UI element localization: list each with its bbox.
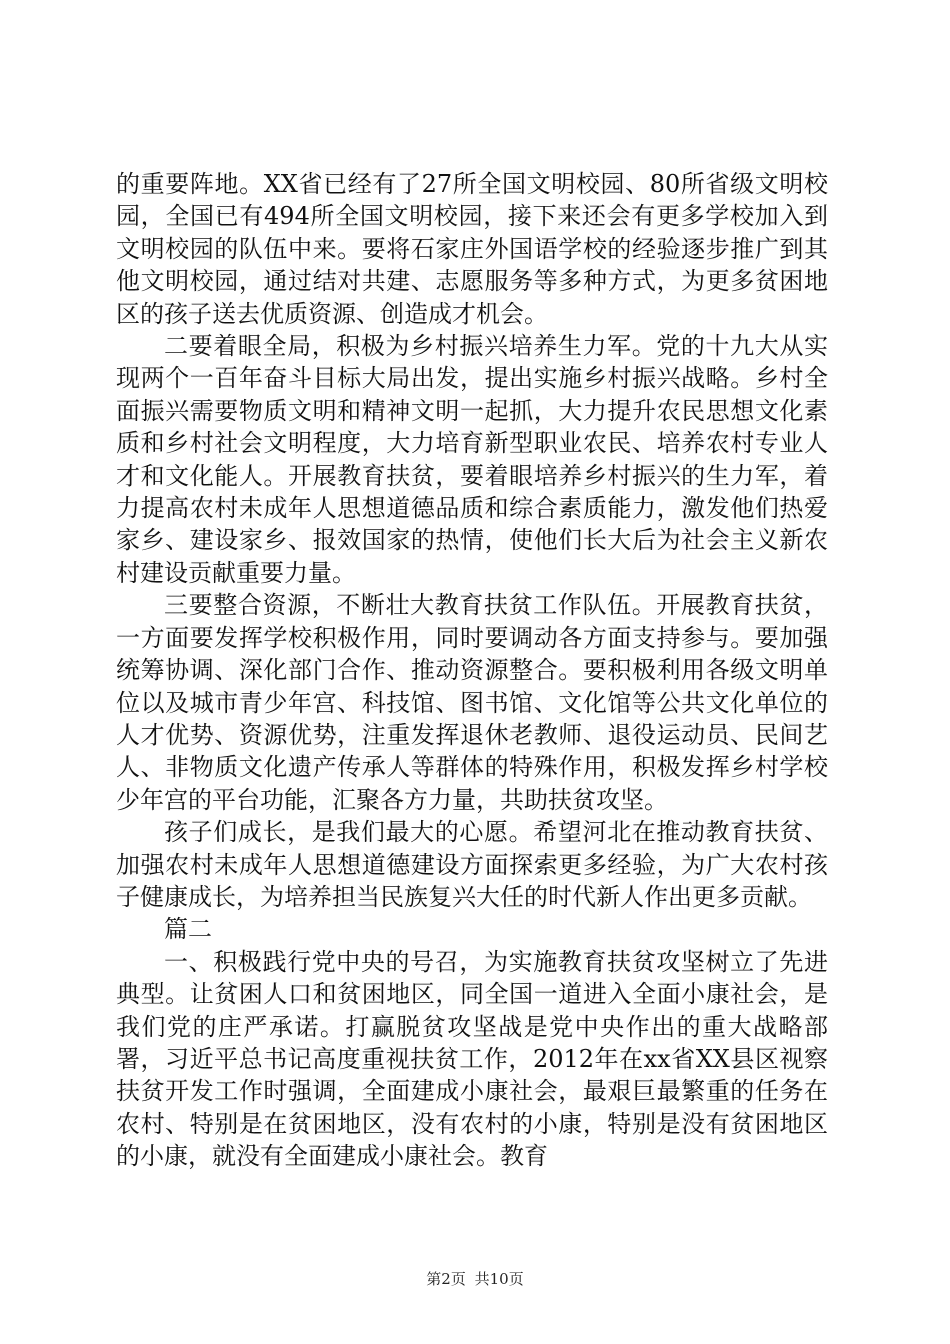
page-footer: [0, 1268, 950, 1289]
paragraph-1: 的重要阵地。XX省已经有了27所全国文明校园、80所省级文明校园，全国已有494所全国文明校园，接下来还会有更多学校加入到文明校园的队伍中来。要将石家庄外国语学校的经验逐步推广到其他文明校园，通过结对共建、志愿服务等多种方式，为更多贫困地区的孩子送去优质资源、创造成才机会。: [116, 170, 828, 328]
section-heading: 篇二: [164, 915, 212, 944]
paragraph-5: 一、积极践行党中央的号召，为实施教育扶贫攻坚树立了先进典型。让贫困人口和贫困地区，同全国一道进入全面小康社会，是我们党的庄严承诺。打赢脱贫攻坚战是党中央作出的重大战略部署，习近平总书记高度重视扶贫工作，2012年在xx省XX县区视察扶贫开发工作时强调，全面建成小康社会，最艰巨最繁重的任务在农村、特别是在贫困地区，没有农村的小康，特别是没有贫困地区的小康，就没有全面建成小康社会。教育: [116, 947, 828, 1171]
page-total: 共10页: [474, 1270, 524, 1288]
paragraph-4: 孩子们成长，是我们最大的心愿。希望河北在推动教育扶贫、加强农村未成年人思想道德建设方面探索更多经验，为广大农村孩子健康成长，为培养担当民族复兴大任的时代新人作出更多贡献。: [116, 818, 828, 911]
paragraph-3: 三要整合资源，不断壮大教育扶贫工作队伍。开展教育扶贫，一方面要发挥学校积极作用，同时要调动各方面支持参与。要加强统筹协调、深化部门合作、推动资源整合。要积极利用各级文明单位以及城市青少年宫、科技馆、图书馆、文化馆等公共文化单位的人才优势、资源优势，注重发挥退休老教师、退役运动员、民间艺人、非物质文化遗产传承人等群体的特殊作用，积极发挥乡村学校少年宫的平台功能，汇聚各方力量，共助扶贫攻坚。: [116, 591, 828, 814]
document-body: [116, 168, 828, 1173]
page-number: 第2页: [426, 1270, 466, 1288]
paragraph-2: 二要着眼全局，积极为乡村振兴培养生力军。党的十九大从实现两个一百年奋斗目标大局出发，提出实施乡村振兴战略。乡村全面振兴需要物质文明和精神文明一起抓，大力提升农民思想文化素质和乡村社会文明程度，大力培育新型职业农民、培养农村专业人才和文化能人。开展教育扶贫，要着眼培养乡村振兴的生力军，着力提高农村未成年人思想道德品质和综合素质能力，激发他们热爱家乡、建设家乡、报效国家的热情，使他们长大后为社会主义新农村建设贡献重要力量。: [116, 332, 828, 587]
